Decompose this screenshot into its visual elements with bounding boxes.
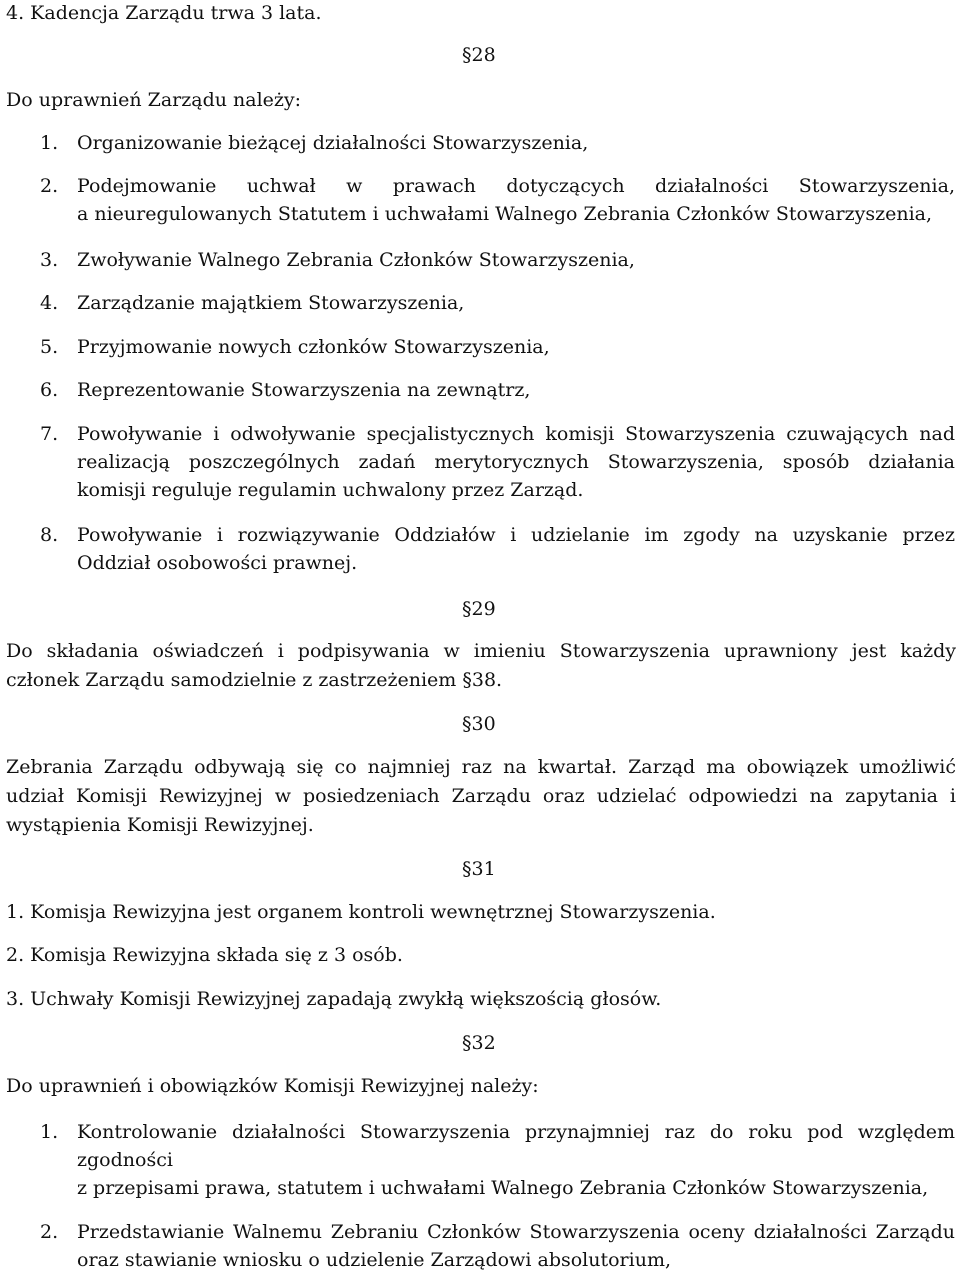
list-item [77, 129, 955, 157]
section-heading-29: §29 [462, 598, 496, 620]
list-item-line: Reprezentowanie Stowarzyszenia na zewnątrz, [77, 379, 531, 401]
list-number: 3. [40, 249, 59, 271]
list-item-line: Zarządzanie majątkiem Stowarzyszenia, [77, 292, 465, 314]
list-number: 2. [40, 175, 59, 197]
list-item-line: Przyjmowanie nowych członków Stowarzyszenia, [77, 336, 550, 358]
list-item-line: Powoływanie i odwoływanie specjalistycznych komisji Stowarzyszenia czuwających nad [77, 423, 955, 445]
numbered-point: 3. Uchwały Komisji Rewizyjnej zapadają zwykłą większością głosów. [6, 988, 662, 1010]
list-item [77, 172, 955, 228]
list-item-line: z przepisami prawa, statutem i uchwałami Walnego Zebrania Członków Stowarzyszenia, [77, 1177, 929, 1199]
numbered-point: 2. Komisja Rewizyjna składa się z 3 osób. [6, 944, 403, 966]
list-item-line: Podejmowanie uchwał w prawach dotyczących działalności Stowarzyszenia, [77, 175, 955, 197]
numbered-point: 1. Komisja Rewizyjna jest organem kontroli wewnętrznej Stowarzyszenia. [6, 901, 716, 923]
list-item [77, 289, 955, 317]
list-number: 8. [40, 524, 59, 546]
list-item-line: komisji reguluje regulamin uchwalony przez Zarząd. [77, 479, 584, 501]
paragraph-line: Zebrania Zarządu odbywają się co najmniej raz na kwartał. Zarząd ma obowiązek umożliwić [6, 756, 956, 778]
statute-point-kadencja: 4. Kadencja Zarządu trwa 3 lata. [6, 2, 322, 24]
paragraph-line: wystąpienia Komisji Rewizyjnej. [6, 814, 314, 836]
list-item-line: oraz stawianie wniosku o udzielenie Zarządowi absolutorium, [77, 1249, 672, 1271]
section-heading-30: §30 [462, 713, 496, 735]
list-number: 6. [40, 379, 59, 401]
list-item-line: a nieuregulowanych Statutem i uchwałami Walnego Zebrania Członków Stowarzyszenia, [77, 203, 933, 225]
list-number: 1. [40, 1121, 59, 1143]
list-number: 5. [40, 336, 59, 358]
section-heading-32: §32 [462, 1032, 496, 1054]
list-number: 7. [40, 423, 59, 445]
list-item [77, 1218, 955, 1274]
section-intro: Do uprawnień i obowiązków Komisji Rewizyjnej należy: [6, 1075, 539, 1097]
paragraph-line: członek Zarządu samodzielnie z zastrzeżeniem §38. [6, 669, 503, 691]
list-item-line: realizacją poszczególnych zadań merytorycznych Stowarzyszenia, sposób działania [77, 451, 955, 473]
list-item [77, 1118, 955, 1202]
list-item [77, 376, 955, 404]
list-number: 1. [40, 132, 59, 154]
list-number: 4. [40, 292, 59, 314]
list-item [77, 420, 955, 504]
list-item-line: Zwoływanie Walnego Zebrania Członków Stowarzyszenia, [77, 249, 635, 271]
list-number: 2. [40, 1221, 59, 1243]
list-item [77, 246, 955, 274]
list-item [77, 521, 955, 577]
section-intro: Do uprawnień Zarządu należy: [6, 89, 302, 111]
paragraph-line: Do składania oświadczeń i podpisywania w imieniu Stowarzyszenia uprawniony jest każdy [6, 640, 956, 662]
list-item-line: Przedstawianie Walnemu Zebraniu Członków Stowarzyszenia oceny działalności Zarządu [77, 1221, 955, 1243]
section-heading-31: §31 [462, 858, 496, 880]
paragraph-line: udział Komisji Rewizyjnej w posiedzeniach Zarządu oraz udzielać odpowiedzi na zapytania i [6, 785, 956, 807]
list-item [77, 333, 955, 361]
list-item-line: Kontrolowanie działalności Stowarzyszenia przynajmniej raz do roku pod względem [77, 1121, 955, 1143]
section-heading-28: §28 [462, 44, 496, 66]
list-item-line: Organizowanie bieżącej działalności Stowarzyszenia, [77, 132, 589, 154]
list-item-line: Powoływanie i rozwiązywanie Oddziałów i udzielanie im zgody na uzyskanie przez [77, 524, 955, 546]
list-item-line: zgodności [77, 1149, 173, 1171]
list-item-line: Oddział osobowości prawnej. [77, 552, 358, 574]
